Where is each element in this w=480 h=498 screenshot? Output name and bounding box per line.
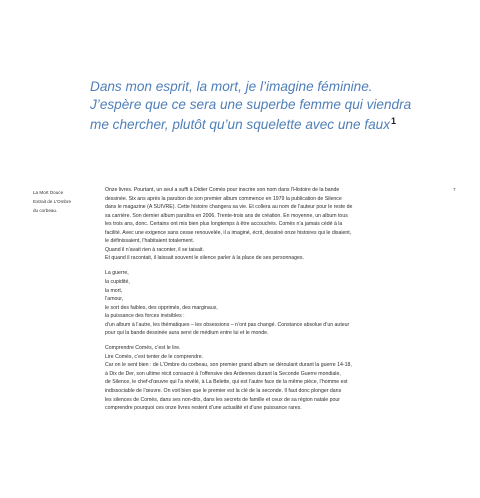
text-line: l’amour,	[105, 296, 124, 303]
footnote-marker: 1	[391, 116, 397, 126]
quote-line: J’espère que ce sera une superbe femme qui viendra	[90, 96, 412, 112]
text-line: sa carrière. Son dernier album paraîtra en 2006. Trente-trois ans de création. En moyenne, un album tous	[105, 212, 348, 219]
text-line: la mort,	[105, 287, 123, 294]
text-line: indissociable de l’œuvre. On voit bien que le premier est la clé de la seconde. Il faut donc plonger dans	[105, 388, 342, 395]
text-line: les silences de Comès, dans ses non-dits, dans les secrets de famille et ceux de sa région natale pour	[105, 396, 341, 403]
text-line: dessinée. Six ans après la parution de son premier album commence en 1979 la publication de Silence	[105, 195, 342, 202]
text-line: la puissance des forces invisibles :	[105, 313, 185, 320]
text-line: facilité. Avec une exigence sans cesse renouvelée, il a imaginé, écrit, dessiné onze histoires qui le disaient,	[105, 229, 352, 236]
paragraph-intro	[105, 186, 445, 263]
text-line: les trois ans, donc. Certains ont mis bien plus longtemps à être accouchés. Comès n’a jamais cédé à la	[105, 221, 343, 228]
text-line: à Dix de Der, son ultime récit consacré à l’offensive des Ardennes durant la Seconde Guerre mondiale,	[105, 370, 341, 377]
text-line: le définissaient, l’habitaient totalement.	[105, 238, 195, 245]
text-line: La guerre,	[105, 270, 129, 277]
text-line: Lire Comès, c’est tenter de le comprendre.	[105, 353, 204, 360]
text-line: Et quand il racontait, il laissait souvent le silence parler à la place de ses personnages.	[105, 255, 304, 262]
text-line: la cupidité,	[105, 278, 130, 285]
paragraph-themes	[105, 269, 445, 337]
text-line: pour qui la bande dessinée aura servi de médium entre lui et le monde.	[105, 330, 269, 337]
quote-line	[90, 113, 460, 134]
epigraph-quote	[90, 78, 460, 134]
quote-line: Dans mon esprit, la mort, je l’imagine féminine.	[90, 79, 373, 94]
caption-line: du corbeau.	[33, 208, 58, 213]
text-line: Quand il n’avait rien à raconter, il se taisait.	[105, 246, 204, 253]
caption-line: La Mort Douce	[33, 190, 64, 195]
text-line: Onze livres. Pourtant, un seul a suffi à Didier Comès pour inscrire son nom dans l’Histoire de la bande	[105, 187, 340, 193]
text-line: le sort des faibles, des opprimés, des marginaux,	[105, 304, 218, 311]
text-line: dans le magazine (A SUIVRE). Cette histoire changera sa vie. Et collera au nom de l’auteur pour le reste de	[105, 204, 353, 211]
body-text	[105, 186, 445, 413]
image-caption	[33, 188, 93, 215]
caption-line: Extrait de L’Ombre	[33, 199, 72, 204]
paragraph-understanding	[105, 344, 445, 412]
text-line: d’un album à l’autre, les thématiques – les obsessions – n’ont pas changé. Constance absolue d’un auteur	[105, 321, 350, 328]
text-line: Car on le sent bien : de L’Ombre du corbeau, son premier grand album se déroulant durant la guerre 14-18,	[105, 362, 352, 369]
quote-line-text: me chercher, plutôt qu’un squelette avec une faux	[90, 117, 391, 132]
text-line: de Silence, le chef-d’œuvre qui l’a révélé, à La Belette, qui est l’autre face de la même pièce, l’homme est	[105, 379, 348, 386]
text-line: comprendre pourquoi ces onze livres restent d’une actualité et d’une puissance rares.	[105, 405, 302, 412]
text-line: Comprendre Comès, c’est le lire.	[105, 345, 181, 352]
margin-note-number: 7	[453, 188, 456, 193]
